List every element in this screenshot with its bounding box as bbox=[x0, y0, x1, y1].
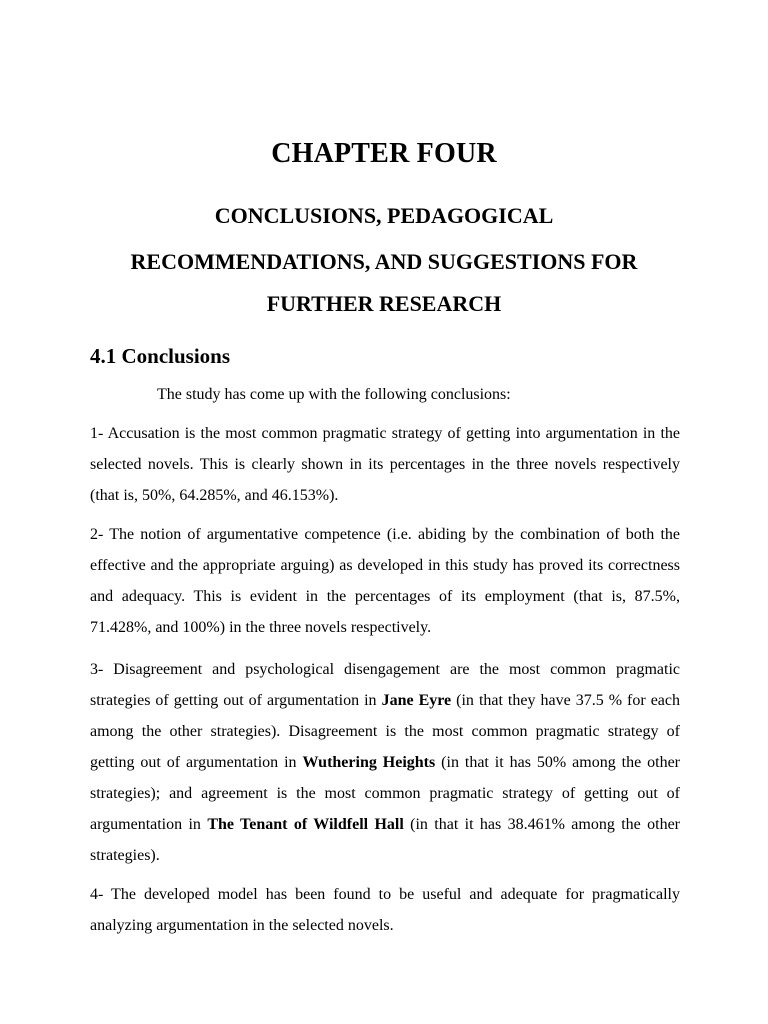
section-intro: The study has come up with the following conclusions: bbox=[157, 386, 511, 403]
paragraph-3-text-c: (in that it has 50% among the other strategies); and agreement is the most common pragmatic strategy of getting out of argumentation in bbox=[90, 754, 681, 833]
chapter-title-line-3: FURTHER RESEARCH bbox=[266, 291, 502, 316]
novel-title-tenant-of-wildfell-hall: The Tenant of Wildfell Hall bbox=[207, 816, 404, 833]
conclusion-paragraph-2: 2- The notion of argumentative competence (i.e. abiding by the combination of both the effective and the appropriate arguing) as developed in this study has proved its correctness and adequacy. This is evident in the percentages of its employment (that is, 87.5%, 71.428%, and 100%) in the three novels respectively. bbox=[90, 526, 680, 636]
chapter-title-line-2: RECOMMENDATIONS, AND SUGGESTIONS FOR bbox=[130, 249, 638, 274]
conclusion-paragraph-1: 1- Accusation is the most common pragmatic strategy of getting into argumentation in the selected novels. This is clearly shown in its percentages in the three novels respectively (that is, 50%, 64.285%, and 46.153%). bbox=[90, 425, 680, 504]
chapter-heading: CHAPTER FOUR bbox=[271, 138, 497, 169]
chapter-title-line-1: CONCLUSIONS, PEDAGOGICAL bbox=[214, 203, 554, 228]
paragraph-3-text-d: (in that it has 38.461% among the other strategies). bbox=[90, 816, 681, 864]
paragraph-3-text-a: 3- Disagreement and psychological disengagement are the most common pragmatic strategies of getting out of argumentation in bbox=[90, 661, 680, 709]
conclusion-paragraph-3 bbox=[90, 654, 680, 871]
section-heading: 4.1 Conclusions bbox=[90, 344, 231, 368]
paragraph-3-text-b: (in that they have 37.5 % for each among the other strategies). Disagreement is the most common pragmatic strategy of getting out of argumentation in bbox=[90, 692, 680, 771]
novel-title-jane-eyre: Jane Eyre bbox=[381, 692, 452, 709]
conclusion-paragraph-4: 4- The developed model has been found to be useful and adequate for pragmatically analyzing argumentation in the selected novels. bbox=[90, 886, 680, 934]
novel-title-wuthering-heights: Wuthering Heights bbox=[302, 754, 436, 771]
